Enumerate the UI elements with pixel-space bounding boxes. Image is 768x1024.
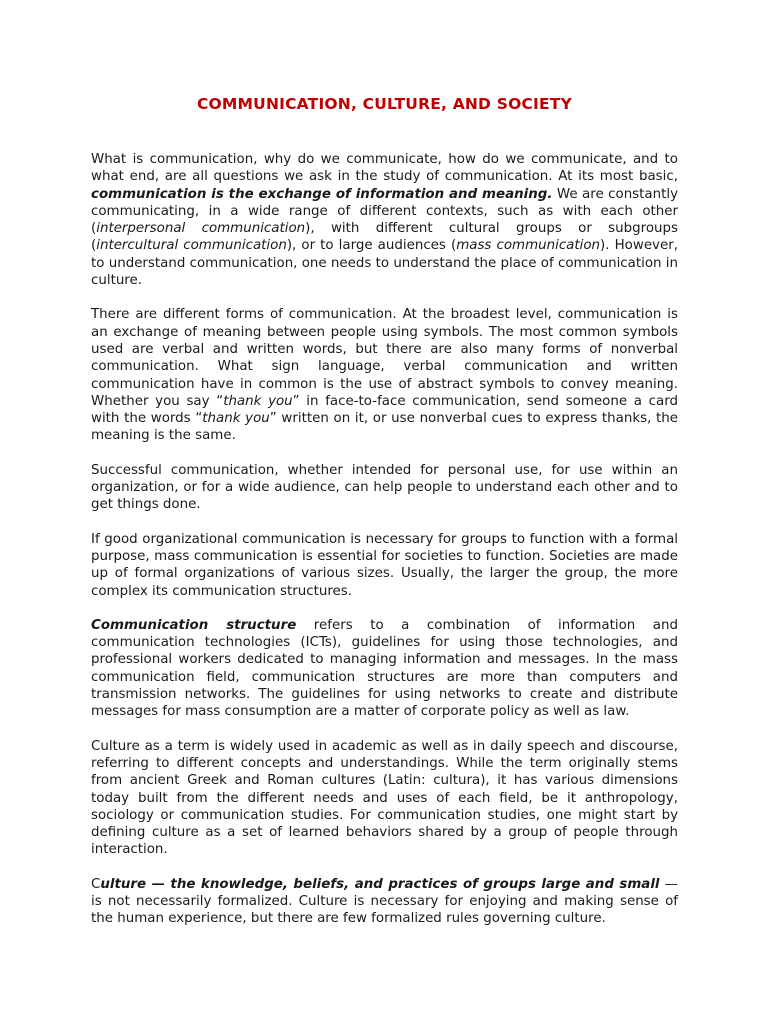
text-run: thank you: [223, 393, 293, 409]
paragraph-forms-of-communication: [91, 306, 678, 444]
text-run: communication is the exchange of information and meaning.: [91, 186, 553, 202]
paragraph-what-is-communication: [91, 151, 678, 289]
text-run: If good organizational communication is necessary for groups to function with a formal purpose, mass communication is essential for societies to function. Societies are made up of formal organizations of various sizes. Usually, the larger the group, the more complex its communication structures.: [91, 531, 678, 599]
text-run: Communication structure: [91, 617, 297, 633]
text-run: thank you: [202, 411, 270, 427]
text-run: What is communication, why do we communicate, how do we communicate, and to what end, are all questions we ask in the study of communication. At its most basic,: [91, 152, 678, 185]
text-run: ), or to large audiences (: [286, 238, 457, 254]
text-run: interpersonal communication: [96, 221, 306, 237]
text-run: Culture as a term is widely used in academic as well as in daily speech and discourse, referring to different concepts and understandings. While the term originally stems from ancient Greek and Roman cultures (Latin: cultura), it has various dimensions today built from the different needs and uses of each field, be it anthropology, sociology or communication studies. For communication studies, one might start by defining culture as a set of learned behaviors shared by a group of people through interaction.: [91, 738, 678, 858]
text-run: We are constantly communicating, in a wide range of different contexts, such as with each other (: [91, 186, 678, 237]
text-run: — is not necessarily formalized. Culture is necessary for enjoying and making sense of the human experience, but there are few formalized rules governing culture.: [91, 876, 678, 927]
document-title: COMMUNICATION, CULTURE, AND SOCIETY: [196, 95, 572, 113]
text-run: ), with different cultural groups or subgroups (: [91, 221, 679, 254]
paragraph-culture-term: [91, 738, 678, 859]
text-run: ). However, to understand communication, one needs to understand the place of communication in culture.: [91, 238, 678, 289]
text-run: mass communication: [456, 238, 601, 254]
document-body: [91, 151, 678, 928]
text-run: refers to a combination of information and communication technologies (ICTs), guidelines for using those technologies, and professional workers dedicated to managing information and messages. In the mass communication field, communication structures are more than computers and transmission networks. The guidelines for using networks to create and distribute messages for mass consumption are a matter of corporate policy as well as law.: [91, 617, 678, 720]
document-page: [91, 94, 678, 928]
text-run: Successful communication, whether intended for personal use, for use within an organization, or for a wide audience, can help people to understand each other and to get things done.: [91, 462, 678, 513]
paragraph-communication-structure: [91, 617, 678, 721]
paragraph-organizational-communication: [91, 531, 678, 600]
text-run: intercultural communication: [96, 238, 287, 254]
text-run: There are different forms of communication. At the broadest level, communication is an exchange of meaning between people using symbols. The most common symbols used are verbal and written words, but there are also many forms of nonverbal communication. What sign language, verbal communication and written communication have in common is the use of abstract symbols to convey meaning. Whether you say “: [91, 307, 678, 409]
paragraph-successful-communication: [91, 462, 678, 514]
text-run: ” in face-to-face communication, send someone a card with the words “: [91, 393, 678, 427]
paragraph-culture-definition: [91, 876, 678, 928]
text-run: ulture — the knowledge, beliefs, and practices of groups large and small: [100, 876, 660, 892]
text-run: C: [91, 876, 101, 892]
text-run: ” written on it, or use nonverbal cues to express thanks, the meaning is the same.: [91, 411, 679, 444]
